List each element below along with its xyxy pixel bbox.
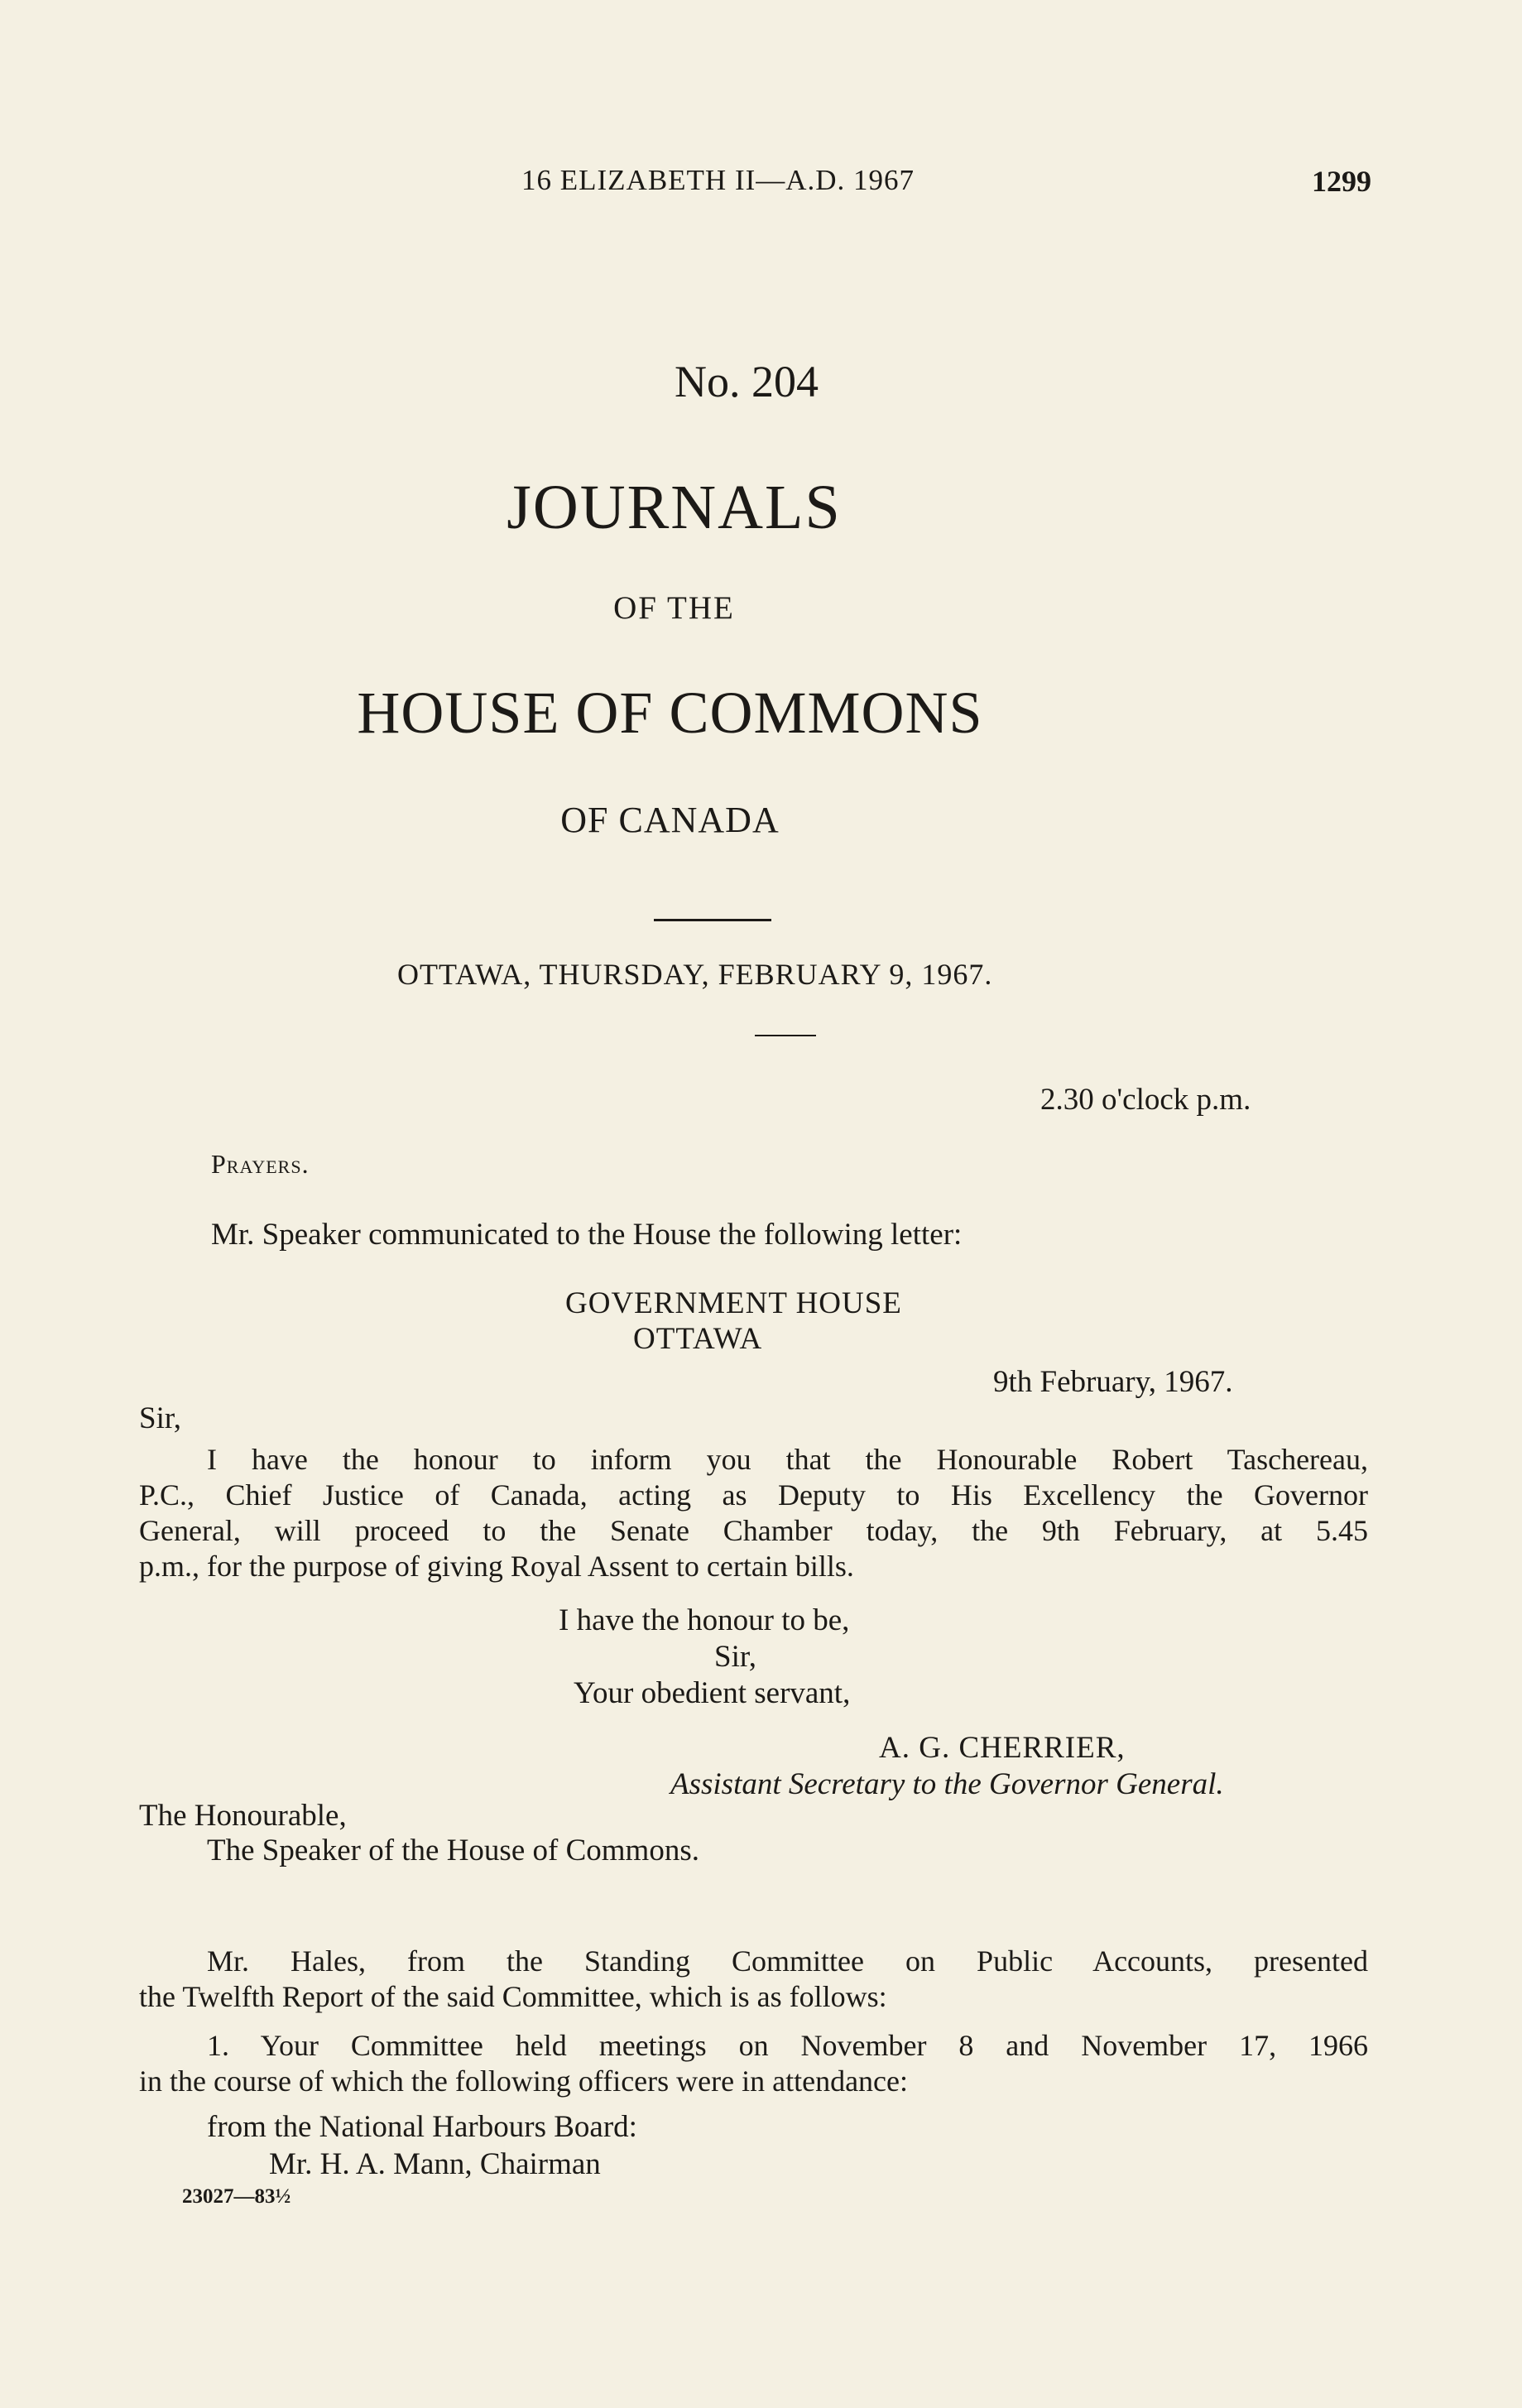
report-intro-line: the Twelfth Report of the said Committee, which is as follows: <box>139 1980 887 2013</box>
title-rule <box>654 919 771 921</box>
title-of-the: OF THE <box>613 590 735 626</box>
letter-signatory-title: Assistant Secretary to the Governor General. <box>670 1767 1224 1801</box>
running-head: 16 ELIZABETH II—A.D. 1967 <box>521 164 915 196</box>
letter-closing-2: Sir, <box>714 1640 756 1674</box>
report-item-line: 1. Your Committee held meetings on November 8 and November 17, 1966 <box>207 2029 1368 2062</box>
date-rule <box>755 1035 816 1036</box>
report-intro-line: Mr. Hales, from the Standing Committee on Public Accounts, presented <box>207 1944 1368 1978</box>
sitting-date: OTTAWA, THURSDAY, FEBRUARY 9, 1967. <box>397 958 993 991</box>
letter-closing-1: I have the honour to be, <box>559 1603 850 1637</box>
letter-salutation: Sir, <box>139 1401 181 1435</box>
issue-number: No. 204 <box>675 357 819 406</box>
letter-sender-line1: GOVERNMENT HOUSE <box>565 1286 902 1320</box>
letter-addressee-2: The Speaker of the House of Commons. <box>207 1834 699 1867</box>
letter-body-line: General, will proceed to the Senate Chamber today, the 9th February, at 5.45 <box>139 1514 1368 1547</box>
letter-closing-3: Your obedient servant, <box>574 1676 851 1710</box>
report-intro <box>139 1944 1368 2015</box>
report-officer: Mr. H. A. Mann, Chairman <box>269 2147 601 2181</box>
sitting-time: 2.30 o'clock p.m. <box>1040 1083 1251 1117</box>
folio-code: 23027—83½ <box>182 2185 291 2208</box>
title-of-canada: OF CANADA <box>560 800 780 840</box>
letter-body-line: I have the honour to inform you that the Honourable Robert Taschereau, <box>207 1443 1368 1476</box>
letter-intro: Mr. Speaker communicated to the House the following letter: <box>211 1218 963 1252</box>
title-journals: JOURNALS <box>507 473 842 542</box>
letter-sender-line2: OTTAWA <box>633 1322 763 1356</box>
letter-body-line: p.m., for the purpose of giving Royal Assent to certain bills. <box>139 1550 854 1583</box>
report-item-1 <box>139 2028 1368 2099</box>
letter-signatory: A. G. CHERRIER, <box>879 1731 1126 1765</box>
letter-date: 9th February, 1967. <box>993 1365 1233 1399</box>
page-number: 1299 <box>1312 165 1371 198</box>
letter-body <box>139 1442 1368 1584</box>
title-house-of-commons: HOUSE OF COMMONS <box>357 680 983 746</box>
prayers-heading: Prayers. <box>211 1149 310 1179</box>
report-item-line: in the course of which the following officers were in attendance: <box>139 2064 909 2098</box>
letter-body-line: P.C., Chief Justice of Canada, acting as Deputy to His Excellency the Governor <box>139 1478 1368 1512</box>
letter-addressee-1: The Honourable, <box>139 1799 347 1833</box>
report-from-line: from the National Harbours Board: <box>207 2110 637 2144</box>
